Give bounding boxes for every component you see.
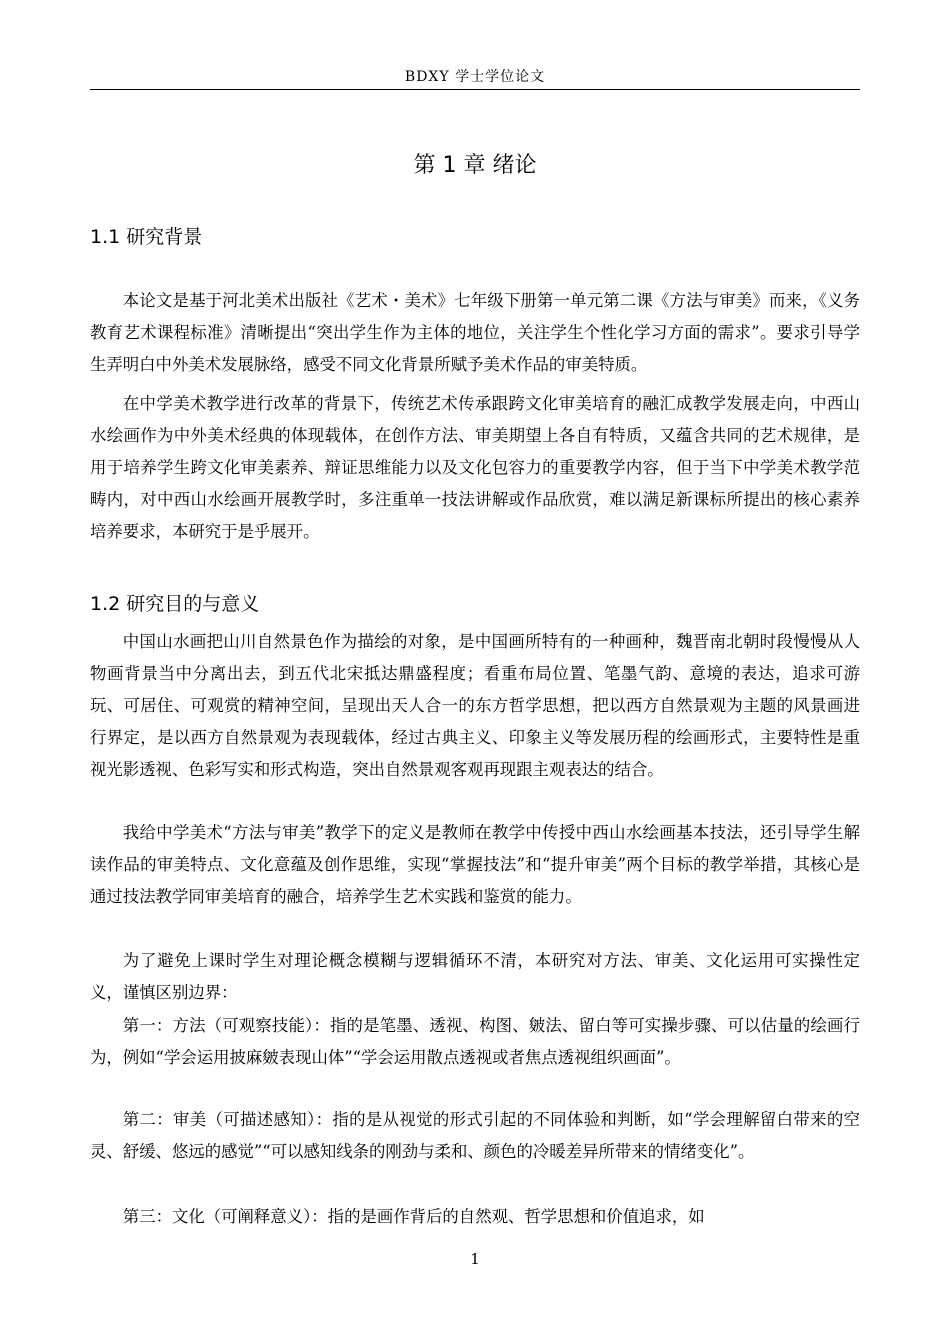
body-paragraph: 在中学美术教学进行改革的背景下，传统艺术传承跟跨文化审美培育的融汇成教学发展走向，中西山水绘画作为中外美术经典的体现载体，在创作方法、审美期望上各自有特质，又蕴含共同的艺术规律，是用于培养学生跨文化审美素养、辩证思维能力以及文化包容力的重要教学内容，但于当下中学美术教学范畴内，对中西山水绘画开展教学时，多注重单一技法讲解或作品欣赏，难以满足新课标所提出的核心素养培养要求，本研究于是乎展开。: [90, 394, 860, 541]
section-title-background: 1.1 研究背景: [90, 226, 203, 248]
header-rule: [90, 89, 860, 90]
page-number: 1: [470, 1250, 480, 1268]
page-header-title: BDXY 学士学位论文: [404, 69, 546, 85]
body-paragraph: 中国山水画把山川自然景色作为描绘的对象，是中国画所特有的一种画种，魏晋南北朝时段慢慢从人物画背景当中分离出去，到五代北宋抵达鼎盛程度；看重布局位置、笔墨气韵、意境的表达，追求可游玩、可居住、可观赏的精神空间，呈现出天人合一的东方哲学思想，把以西方自然景观为主题的风景画进行界定，是以西方自然景观为表现载体，经过古典主义、印象主义等发展历程的绘画形式，主要特性是重视光影透视、色彩写实和形式构造，突出自然景观客观再现跟主观表达的结合。: [90, 632, 860, 779]
section-title-purpose: 1.2 研究目的与意义: [90, 593, 260, 615]
chapter-title: 第 1 章 绪论: [413, 153, 537, 178]
body-paragraph: 第二：审美（可描述感知）：指的是从视觉的形式引起的不同体验和判断，如“学会理解留白带来的空灵、舒缓、悠远的感觉”“可以感知线条的刚劲与柔和、颜色的冷暖差异所带来的情绪变化”。: [90, 1110, 860, 1161]
body-paragraph: 第一：方法（可观察技能）：指的是笔墨、透视、构图、皴法、留白等可实操步骤、可以估量的绘画行为，例如“学会运用披麻皴表现山体”“学会运用散点透视或者焦点透视组织画面”。: [90, 1016, 860, 1067]
body-paragraph: 本论文是基于河北美术出版社《艺术・美术》七年级下册第一单元第二课《方法与审美》而来，《义务教育艺术课程标准》清晰提出“突出学生作为主体的地位，关注学生个性化学习方面的需求”。要求引导学生弄明白中外美术发展脉络，感受不同文化背景所赋予美术作品的审美特质。: [90, 291, 860, 374]
body-paragraph: 我给中学美术“方法与审美”教学下的定义是教师在教学中传授中西山水绘画基本技法，还引导学生解读作品的审美特点、文化意蕴及创作思维，实现“掌握技法”和“提升审美”两个目标的教学举措，其核心是通过技法教学同审美培育的融合，培养学生艺术实践和鉴赏的能力。: [90, 823, 860, 906]
body-paragraph: 为了避免上课时学生对理论概念模糊与逻辑循环不清，本研究对方法、审美、文化运用可实操性定义，谨慎区别边界：: [90, 951, 860, 1002]
body-paragraph: 第三：文化（可阐释意义）：指的是画作背后的自然观、哲学思想和价值追求，如: [122, 1207, 705, 1226]
